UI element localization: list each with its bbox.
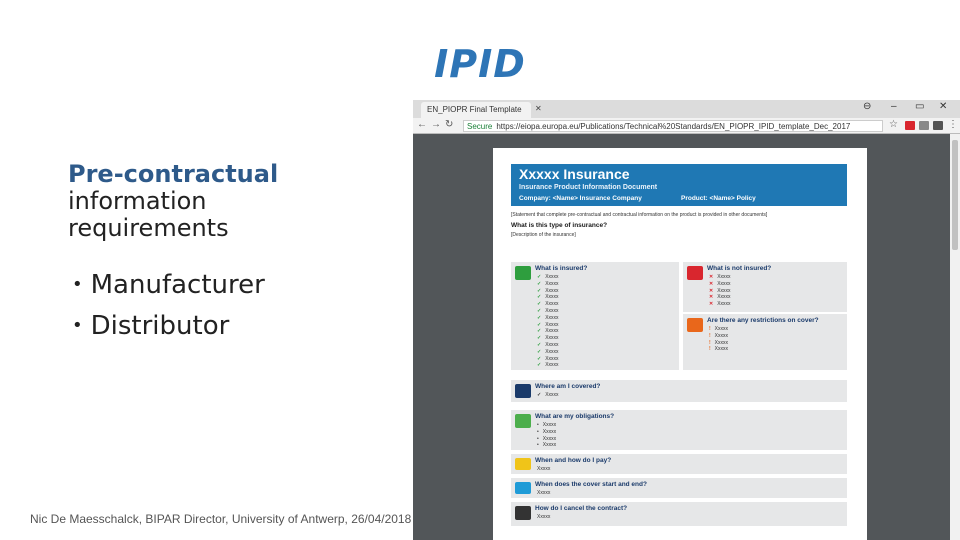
bookmark-star-icon[interactable]: ☆ xyxy=(889,119,898,130)
extension-icon[interactable] xyxy=(905,121,915,130)
scrollbar[interactable] xyxy=(950,134,960,540)
insured-box xyxy=(511,262,679,370)
document-subtitle: Insurance Product Information Document xyxy=(519,184,658,191)
list-item: ! Xxxxx xyxy=(709,346,729,353)
list-item: ! Xxxxx xyxy=(709,332,729,339)
umbrella-icon xyxy=(515,266,531,280)
document-statement: [Statement that complete pre-contractual and contractual information on the product is provided in other documents] xyxy=(511,212,768,218)
where-covered-list xyxy=(537,392,559,399)
bullet-item: • Manufacturer xyxy=(72,270,265,300)
browser-screenshot xyxy=(413,100,960,540)
insured-title: What is insured? xyxy=(535,265,588,272)
list-item: • Xxxxx xyxy=(537,435,557,442)
list-item: • Xxxxx xyxy=(537,422,557,428)
obligations-title: What are my obligations? xyxy=(535,413,615,420)
extension-icon[interactable] xyxy=(933,121,943,130)
list-item: ✓ Xxxxx xyxy=(537,362,559,369)
url-text: https://eiopa.europa.eu/Publications/Technical%20Standards/EN_PIOPR_IPID_template_Dec_2017 xyxy=(496,122,851,131)
cancel-box xyxy=(511,502,847,526)
document-company: Company: <Name> Insurance Company xyxy=(519,195,642,202)
slide-footer: Nic De Maesschalck, BIPAR Director, University of Antwerp, 26/04/2018 xyxy=(30,512,412,526)
menu-icon[interactable]: ⋮ xyxy=(948,119,958,130)
list-item: ✓ Xxxxx xyxy=(537,348,559,355)
list-item: ✓ Xxxxx xyxy=(537,321,559,328)
where-covered-title: Where am I covered? xyxy=(535,383,601,390)
not-insured-box xyxy=(683,262,847,312)
cover-period-box xyxy=(511,478,847,498)
list-item: ✕ Xxxxx xyxy=(709,294,731,301)
list-item: ✓ Xxxxx xyxy=(537,274,559,280)
list-item: • Xxxxx xyxy=(537,442,557,449)
list-item: ✓ Xxxxx xyxy=(537,355,559,362)
extension-icon[interactable] xyxy=(919,121,929,130)
list-item: ✓ Xxxxx xyxy=(537,328,559,335)
list-item: • Xxxxx xyxy=(537,428,557,435)
maximize-icon[interactable]: ▭ xyxy=(915,101,925,112)
warning-icon xyxy=(687,266,703,280)
list-item: ✕ Xxxxx xyxy=(709,287,731,294)
cancel-title: How do I cancel the contract? xyxy=(535,505,628,512)
close-window-icon[interactable]: ✕ xyxy=(939,101,948,112)
bullet-text: Distributor xyxy=(90,311,230,341)
url-input[interactable] xyxy=(463,120,883,132)
not-insured-list xyxy=(709,274,731,308)
exclamation-icon xyxy=(687,318,703,332)
bullet-text: Manufacturer xyxy=(90,270,265,300)
insured-list xyxy=(537,274,559,369)
cover-period-text: Xxxxx xyxy=(537,490,551,496)
list-item: ✓ Xxxxx xyxy=(537,294,559,301)
list-item: ✓ Xxxxx xyxy=(537,307,559,314)
url-secure-label: Secure xyxy=(467,122,493,131)
globe-icon xyxy=(515,384,531,398)
not-insured-title: What is not insured? xyxy=(707,265,772,272)
obligations-box xyxy=(511,410,847,450)
forward-icon[interactable]: → xyxy=(431,119,441,130)
document-title: Xxxxx Insurance xyxy=(519,166,630,182)
document-description: [Description of the insurance] xyxy=(511,232,576,238)
payment-title: When and how do I pay? xyxy=(535,457,612,464)
minimize-icon[interactable]: – xyxy=(891,101,897,112)
pdf-page xyxy=(493,148,867,540)
restrictions-box xyxy=(683,314,847,370)
bullet-list xyxy=(72,270,265,352)
restrictions-title: Are there any restrictions on cover? xyxy=(707,317,819,324)
section-heading: Pre-contractual xyxy=(68,160,279,188)
coins-icon xyxy=(515,458,531,470)
list-item: ✓ Xxxxx xyxy=(537,301,559,308)
list-item: ✓ Xxxxx xyxy=(537,392,559,398)
list-item: ! Xxxxx xyxy=(709,339,729,346)
list-item: ✓ Xxxxx xyxy=(537,280,559,287)
cover-period-title: When does the cover start and end? xyxy=(535,481,647,488)
list-item: ✓ Xxxxx xyxy=(537,287,559,294)
reload-icon[interactable]: ↻ xyxy=(445,119,454,130)
restrictions-list xyxy=(709,326,728,353)
where-covered-box xyxy=(511,380,847,402)
list-item: ✕ Xxxxx xyxy=(709,280,731,287)
cancel-text: Xxxxx xyxy=(537,514,551,520)
close-tab-icon[interactable]: ✕ xyxy=(535,104,542,113)
list-item: ✓ Xxxxx xyxy=(537,314,559,321)
browser-tab[interactable]: EN_PIOPR Final Template xyxy=(421,102,531,118)
slide-title: IPID xyxy=(434,42,526,86)
obligations-list xyxy=(537,422,556,449)
bullet-item: • Distributor xyxy=(72,311,230,341)
hourglass-icon xyxy=(515,482,531,494)
back-icon[interactable]: ← xyxy=(417,119,427,130)
list-item: ! Xxxxx xyxy=(709,326,729,332)
cancel-icon xyxy=(515,506,531,520)
list-item: ✕ Xxxxx xyxy=(709,301,731,308)
address-bar xyxy=(413,118,960,134)
user-icon[interactable]: ⊖ xyxy=(863,101,872,112)
list-item: ✓ Xxxxx xyxy=(537,341,559,348)
handshake-icon xyxy=(515,414,531,428)
scrollbar-thumb[interactable] xyxy=(952,140,958,250)
section-heading-line-2: requirements xyxy=(68,214,229,242)
document-header xyxy=(511,164,847,206)
payment-text: Xxxxx xyxy=(537,466,551,472)
question-type-title: What is this type of insurance? xyxy=(511,222,608,229)
section-heading-line-1: information xyxy=(68,187,207,215)
document-product: Product: <Name> Policy xyxy=(681,195,756,202)
list-item: ✕ Xxxxx xyxy=(709,274,731,280)
list-item: ✓ Xxxxx xyxy=(537,335,559,342)
browser-tab-bar xyxy=(413,100,960,118)
payment-box xyxy=(511,454,847,474)
